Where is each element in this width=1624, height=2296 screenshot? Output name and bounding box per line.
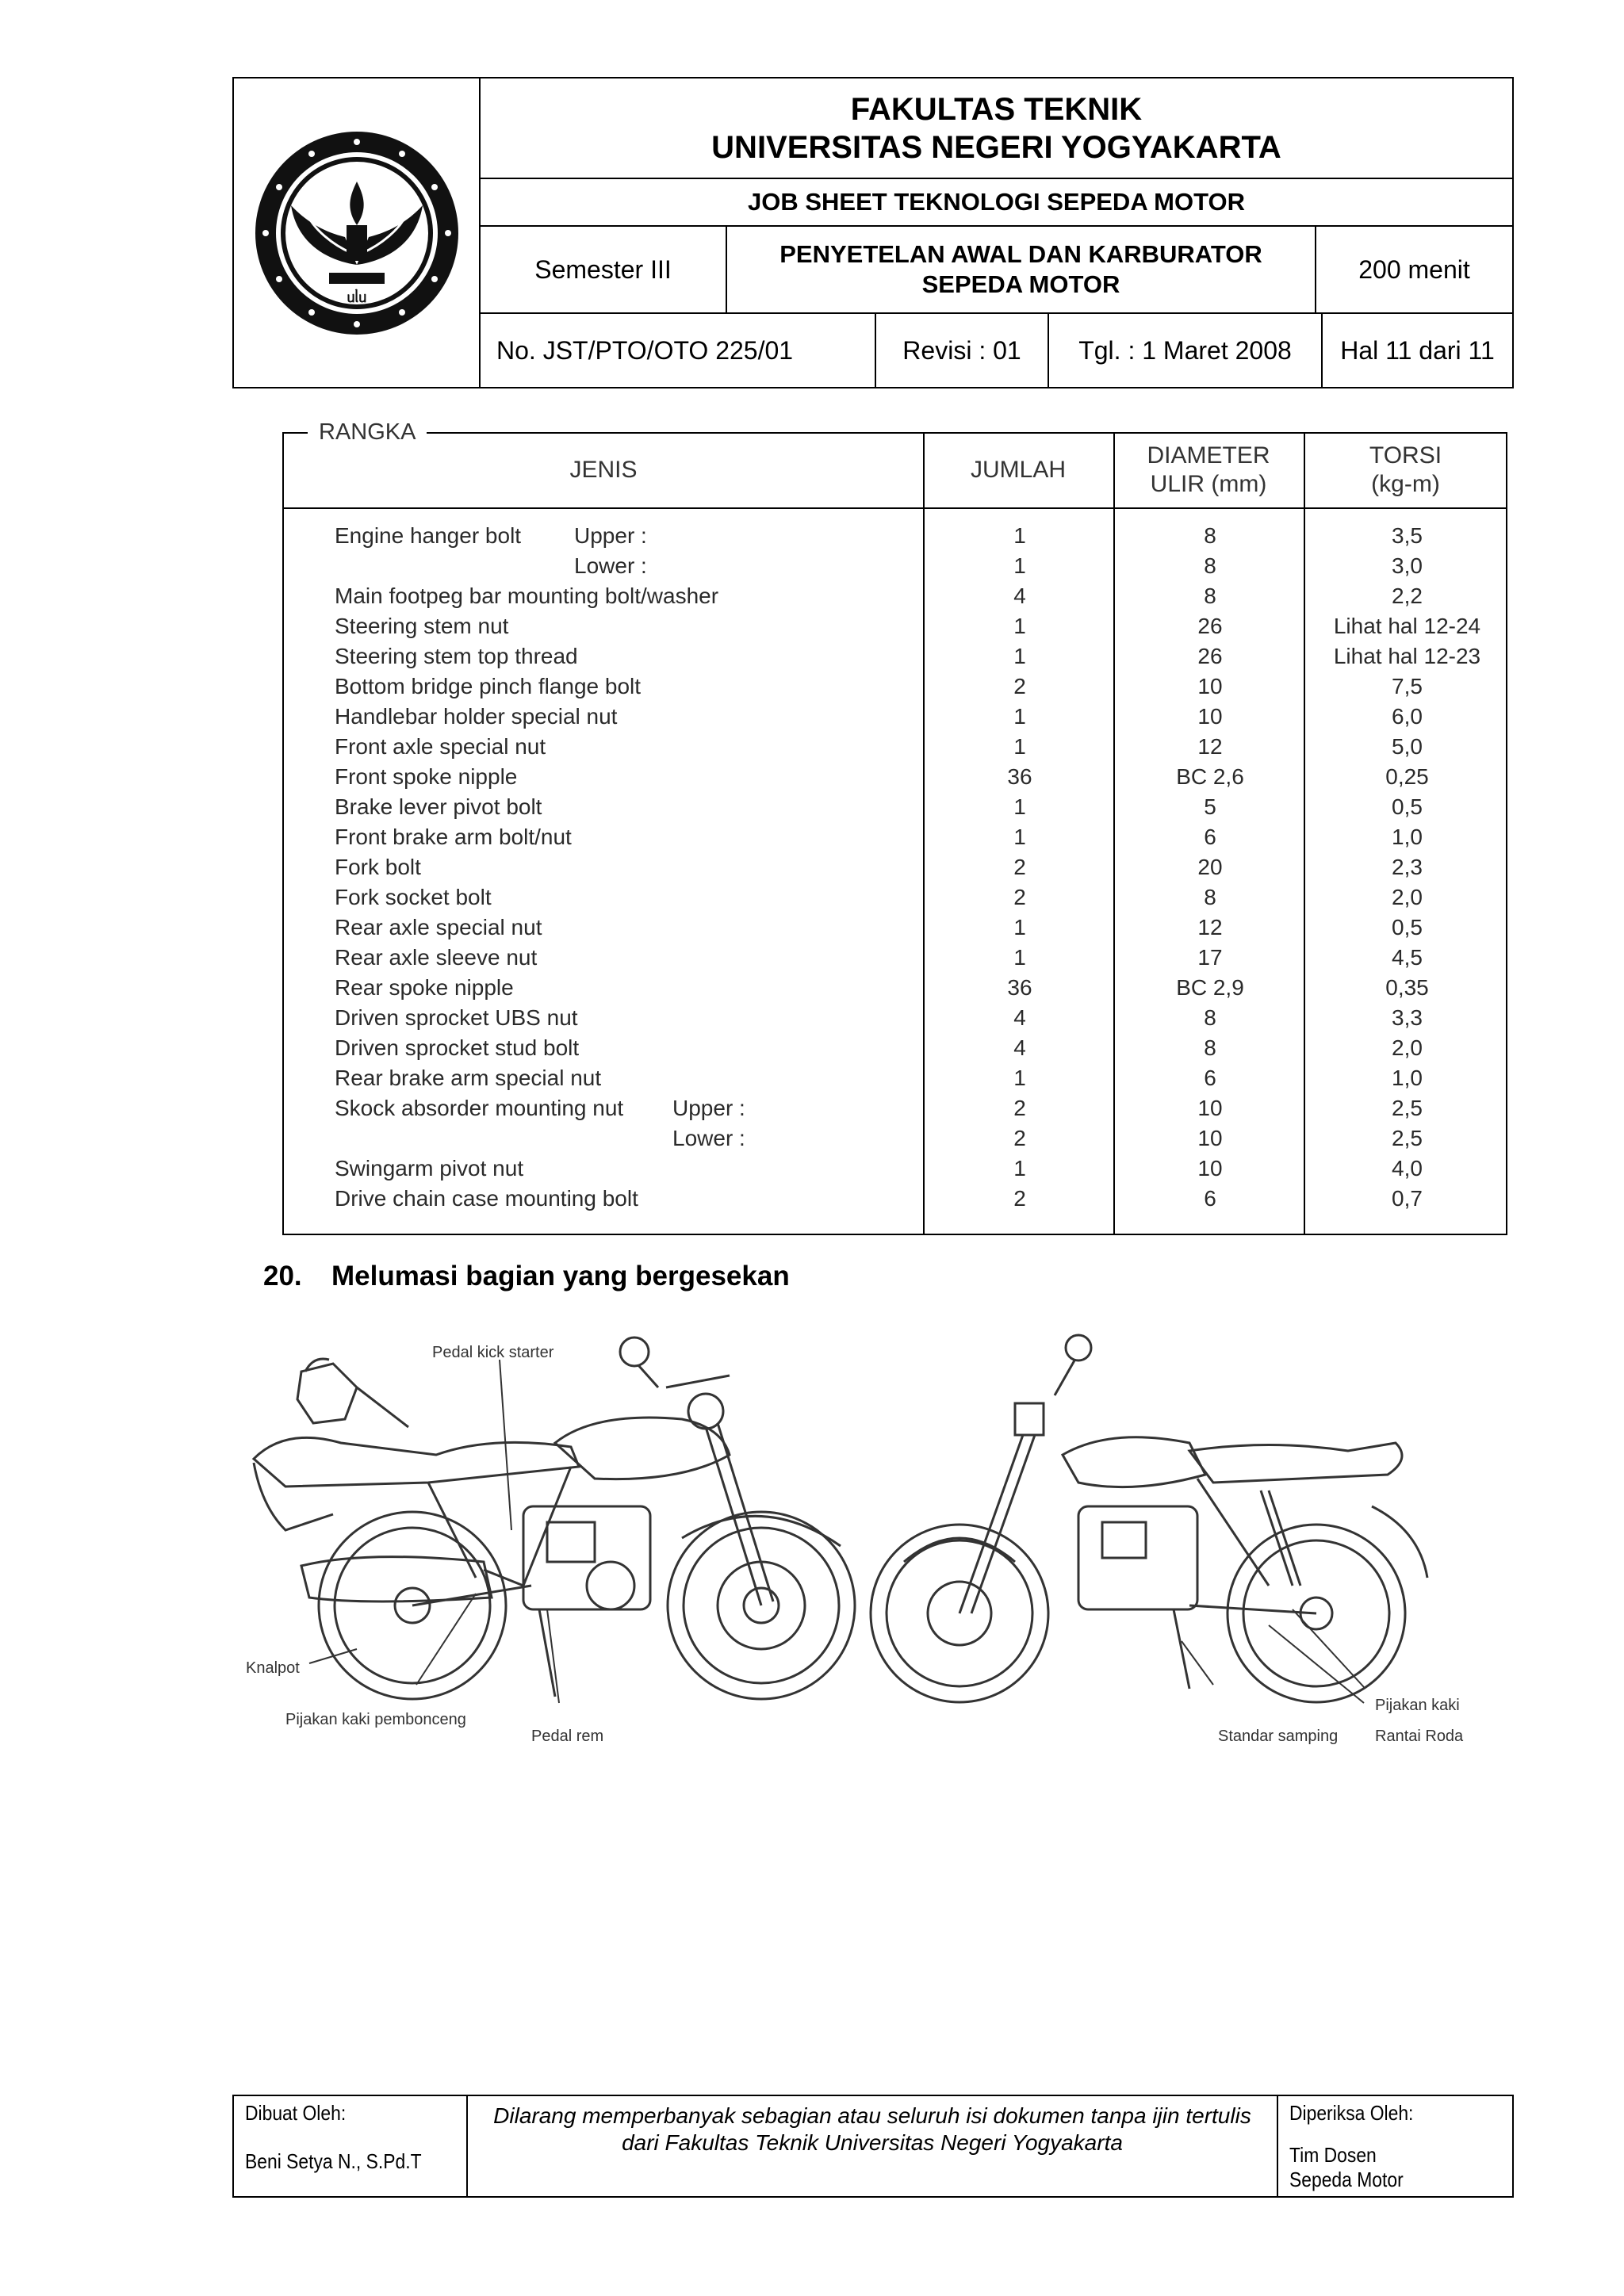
cell-diameter: 6 xyxy=(1204,1186,1216,1211)
cell-torsi: 5,0 xyxy=(1392,734,1423,759)
table-row xyxy=(284,1063,1506,1093)
table-row xyxy=(284,792,1506,822)
cell-jumlah: 1 xyxy=(1013,1156,1026,1181)
cell-jumlah: 2 xyxy=(1013,1096,1026,1120)
cell-jenis: Drive chain case mounting bolt xyxy=(335,1186,638,1211)
cell-diameter: 6 xyxy=(1204,825,1216,849)
cell-diameter: 10 xyxy=(1197,1096,1223,1120)
oil-can-icon xyxy=(297,1359,408,1427)
cell-torsi: 2,0 xyxy=(1392,885,1423,909)
label-knalpot: Knalpot xyxy=(246,1659,300,1677)
label-pedal-kick-starter: Pedal kick starter xyxy=(432,1344,554,1361)
cell-torsi: 4,0 xyxy=(1392,1156,1423,1181)
sheet-title: JOB SHEET TEKNOLOGI SEPEDA MOTOR xyxy=(748,188,1245,216)
cell-torsi: 7,5 xyxy=(1392,674,1423,698)
table-row xyxy=(284,1123,1506,1154)
cell-torsi: Lihat hal 12-24 xyxy=(1333,614,1481,638)
cell-jumlah: 36 xyxy=(1007,764,1032,789)
cell-diameter: BC 2,9 xyxy=(1176,975,1244,1000)
table-row xyxy=(284,1093,1506,1123)
cell-jumlah: 1 xyxy=(1013,644,1026,668)
table-row xyxy=(284,581,1506,611)
university-seal-logo xyxy=(250,126,464,340)
header-row-faculty xyxy=(481,78,1512,179)
cell-torsi: 6,0 xyxy=(1392,704,1423,729)
revision-cell xyxy=(876,314,1049,387)
cell-jenis: Brake lever pivot bolt xyxy=(335,794,542,819)
cell-jenis: Rear spoke nipple xyxy=(335,975,514,1000)
cell-jenis: Steering stem nut xyxy=(335,614,509,638)
cell-jenis: Fork bolt xyxy=(335,855,421,879)
logo-cell xyxy=(234,78,481,387)
cell-torsi: 2,3 xyxy=(1392,855,1423,879)
table-row xyxy=(284,913,1506,943)
cell-jenis: Front brake arm bolt/nut xyxy=(335,825,572,849)
cell-diameter: 10 xyxy=(1197,704,1223,729)
label-rantai-roda: Rantai Roda xyxy=(1375,1728,1464,1745)
table-row xyxy=(284,882,1506,913)
cell-jenis: Fork socket bolt xyxy=(335,885,492,909)
cell-jenis: Handlebar holder special nut xyxy=(335,704,618,729)
cell-diameter: 26 xyxy=(1197,644,1223,668)
cell-torsi: 0,5 xyxy=(1392,794,1423,819)
made-by-name: Beni Setya N., S.Pd.T xyxy=(245,2149,422,2173)
faculty-name: FAKULTAS TEKNIK xyxy=(850,91,1143,127)
cell-jenis: Rear brake arm special nut xyxy=(335,1066,602,1090)
cell-jenis: Front spoke nipple xyxy=(335,764,518,789)
cell-diameter: 8 xyxy=(1204,553,1216,578)
cell-jumlah: 2 xyxy=(1013,885,1026,909)
motorcycle-right-view xyxy=(871,1335,1427,1702)
made-by-cell xyxy=(234,2096,468,2196)
cell-jumlah: 4 xyxy=(1013,584,1026,608)
cell-torsi: 0,5 xyxy=(1392,915,1423,939)
cell-jenis: Bottom bridge pinch flange bolt xyxy=(335,674,642,698)
section-title: Melumasi bagian yang bergesekan xyxy=(331,1261,790,1292)
faculty-cell xyxy=(481,78,1512,178)
col-header-torsi-line1: TORSI xyxy=(1369,442,1442,469)
duration-text: 200 menit xyxy=(1358,255,1470,284)
cell-jumlah: 1 xyxy=(1013,553,1026,578)
svg-text:ᥙᥣᥙ: ᥙᥣᥙ xyxy=(347,289,366,306)
cell-diameter: 12 xyxy=(1197,915,1223,939)
cell-jenis: Rear axle sleeve nut xyxy=(335,945,538,970)
cell-sub: Upper : xyxy=(574,523,647,548)
cell-jenis: Skock absorder mounting nut xyxy=(335,1096,624,1120)
university-name: UNIVERSITAS NEGERI YOGYAKARTA xyxy=(711,129,1281,165)
table-row xyxy=(284,822,1506,852)
table-row xyxy=(284,551,1506,581)
col-header-jenis: JENIS xyxy=(569,457,638,483)
motorcycle-left-view xyxy=(254,1337,855,1699)
header-row-meta xyxy=(481,314,1512,387)
col-header-diameter-line1: DIAMETER xyxy=(1147,442,1270,469)
cell-jenis: Engine hanger bolt xyxy=(335,523,522,548)
cell-jumlah: 36 xyxy=(1007,975,1032,1000)
cell-sub: Lower : xyxy=(574,553,647,578)
col-header-diameter xyxy=(1113,442,1304,499)
cell-torsi: 3,0 xyxy=(1392,553,1423,578)
cell-diameter: 20 xyxy=(1197,855,1223,879)
motorcycle-lubrication-illustration xyxy=(238,1324,1507,1768)
cell-torsi: 1,0 xyxy=(1392,825,1423,849)
cell-jenis: Main footpeg bar mounting bolt/washer xyxy=(335,584,719,608)
cell-torsi: 2,2 xyxy=(1392,584,1423,608)
checked-by-line1: Tim Dosen xyxy=(1289,2143,1377,2167)
document-footer xyxy=(232,2095,1514,2198)
cell-torsi: 3,5 xyxy=(1392,523,1423,548)
cell-diameter: 8 xyxy=(1204,1035,1216,1060)
cell-jumlah: 2 xyxy=(1013,674,1026,698)
cell-jenis: Rear axle special nut xyxy=(335,915,542,939)
cell-jenis: Driven sprocket stud bolt xyxy=(335,1035,580,1060)
cell-jumlah: 4 xyxy=(1013,1005,1026,1030)
cell-diameter: 8 xyxy=(1204,885,1216,909)
cell-torsi: 0,35 xyxy=(1385,975,1429,1000)
cell-jumlah: 1 xyxy=(1013,915,1026,939)
cell-diameter: 10 xyxy=(1197,1156,1223,1181)
cell-jumlah: 2 xyxy=(1013,1186,1026,1211)
cell-torsi: 3,3 xyxy=(1392,1005,1423,1030)
job-title: PENYETELAN AWAL DAN KARBURATOR SEPEDA MOTOR xyxy=(779,240,1262,298)
cell-torsi: 2,5 xyxy=(1392,1096,1423,1120)
label-pedal-rem: Pedal rem xyxy=(531,1728,604,1745)
sheet-title-cell xyxy=(481,179,1512,225)
table-row xyxy=(284,611,1506,641)
table-row xyxy=(284,521,1506,551)
table-row xyxy=(284,852,1506,882)
header-main xyxy=(481,78,1512,387)
label-pijakan-kaki: Pijakan kaki xyxy=(1375,1697,1460,1714)
cell-jumlah: 2 xyxy=(1013,1126,1026,1150)
page-text: Hal 11 dari 11 xyxy=(1340,336,1495,365)
cell-jumlah: 1 xyxy=(1013,734,1026,759)
table-row xyxy=(284,672,1506,702)
cell-diameter: 8 xyxy=(1204,523,1216,548)
cell-diameter: 8 xyxy=(1204,1005,1216,1030)
label-pijakan-kaki-pembonceng: Pijakan kaki pembonceng xyxy=(285,1711,466,1728)
cell-jumlah: 1 xyxy=(1013,825,1026,849)
header-divider xyxy=(284,507,1506,509)
table-row xyxy=(284,1033,1506,1063)
page-cell xyxy=(1323,314,1512,387)
job-title-cell xyxy=(727,227,1316,312)
col-header-diameter-line2: ULIR (mm) xyxy=(1150,471,1267,497)
cell-diameter: 10 xyxy=(1197,674,1223,698)
label-standar-samping: Standar samping xyxy=(1218,1728,1339,1745)
col-header-jumlah: JUMLAH xyxy=(970,457,1066,483)
cell-jumlah: 2 xyxy=(1013,855,1026,879)
cell-torsi: 0,7 xyxy=(1392,1186,1423,1211)
table-row xyxy=(284,1003,1506,1033)
cell-jenis: Swingarm pivot nut xyxy=(335,1156,524,1181)
cell-sub: Upper : xyxy=(672,1096,745,1120)
cell-diameter: 5 xyxy=(1204,794,1216,819)
cell-jenis: Front axle special nut xyxy=(335,734,546,759)
revision-text: Revisi : 01 xyxy=(902,336,1021,365)
table-row xyxy=(284,943,1506,973)
section-heading xyxy=(263,1261,790,1292)
semester-text: Semester III xyxy=(534,255,672,284)
cell-torsi: 1,0 xyxy=(1392,1066,1423,1090)
copyright-notice: Dilarang memperbanyak sebagian atau seluruh isi dokumen tanpa ijin tertulis dari Fakultas Teknik Universitas Negeri Yogyakarta xyxy=(468,2096,1278,2196)
doc-number-cell xyxy=(481,314,876,387)
rangka-legend: RANGKA xyxy=(308,419,427,446)
table-row xyxy=(284,641,1506,672)
duration-cell xyxy=(1316,227,1512,312)
cell-diameter: 12 xyxy=(1197,734,1223,759)
section-number: 20. xyxy=(263,1261,302,1292)
cell-torsi: Lihat hal 12-23 xyxy=(1333,644,1481,668)
cell-jumlah: 1 xyxy=(1013,794,1026,819)
cell-jumlah: 1 xyxy=(1013,704,1026,729)
cell-jenis: Driven sprocket UBS nut xyxy=(335,1005,578,1030)
cell-diameter: 10 xyxy=(1197,1126,1223,1150)
cell-diameter: BC 2,6 xyxy=(1176,764,1244,789)
cell-torsi: 2,0 xyxy=(1392,1035,1423,1060)
date-cell xyxy=(1049,314,1323,387)
cell-diameter: 17 xyxy=(1197,945,1223,970)
cell-torsi: 4,5 xyxy=(1392,945,1423,970)
col-header-torsi-line2: (kg-m) xyxy=(1371,471,1440,497)
cell-jumlah: 1 xyxy=(1013,523,1026,548)
cell-diameter: 26 xyxy=(1197,614,1223,638)
header-row-sheet xyxy=(481,179,1512,227)
rangka-torque-table xyxy=(282,419,1507,1235)
cell-jumlah: 1 xyxy=(1013,614,1026,638)
cell-jumlah: 1 xyxy=(1013,1066,1026,1090)
cell-sub: Lower : xyxy=(672,1126,745,1150)
cell-torsi: 2,5 xyxy=(1392,1126,1423,1150)
semester-cell xyxy=(481,227,727,312)
table-row xyxy=(284,1154,1506,1184)
cell-jumlah: 1 xyxy=(1013,945,1026,970)
table-row xyxy=(284,1184,1506,1214)
cell-diameter: 8 xyxy=(1204,584,1216,608)
made-by-label: Dibuat Oleh: xyxy=(245,2101,347,2125)
date-text: Tgl. : 1 Maret 2008 xyxy=(1078,336,1292,365)
col-header-torsi xyxy=(1304,442,1507,499)
cell-diameter: 6 xyxy=(1204,1066,1216,1090)
table-body xyxy=(284,521,1506,1214)
table-row xyxy=(284,762,1506,792)
checked-by-label: Diperiksa Oleh: xyxy=(1289,2101,1414,2125)
cell-jumlah: 4 xyxy=(1013,1035,1026,1060)
cell-jenis: Steering stem top thread xyxy=(335,644,578,668)
doc-number: No. JST/PTO/OTO 225/01 xyxy=(496,336,794,365)
table-row xyxy=(284,732,1506,762)
checked-by-line2: Sepeda Motor xyxy=(1289,2168,1404,2191)
cell-torsi: 0,25 xyxy=(1385,764,1429,789)
table-row xyxy=(284,973,1506,1003)
header-row-job xyxy=(481,227,1512,314)
document-header xyxy=(232,77,1514,388)
checked-by-cell xyxy=(1278,2096,1512,2196)
table-row xyxy=(284,702,1506,732)
